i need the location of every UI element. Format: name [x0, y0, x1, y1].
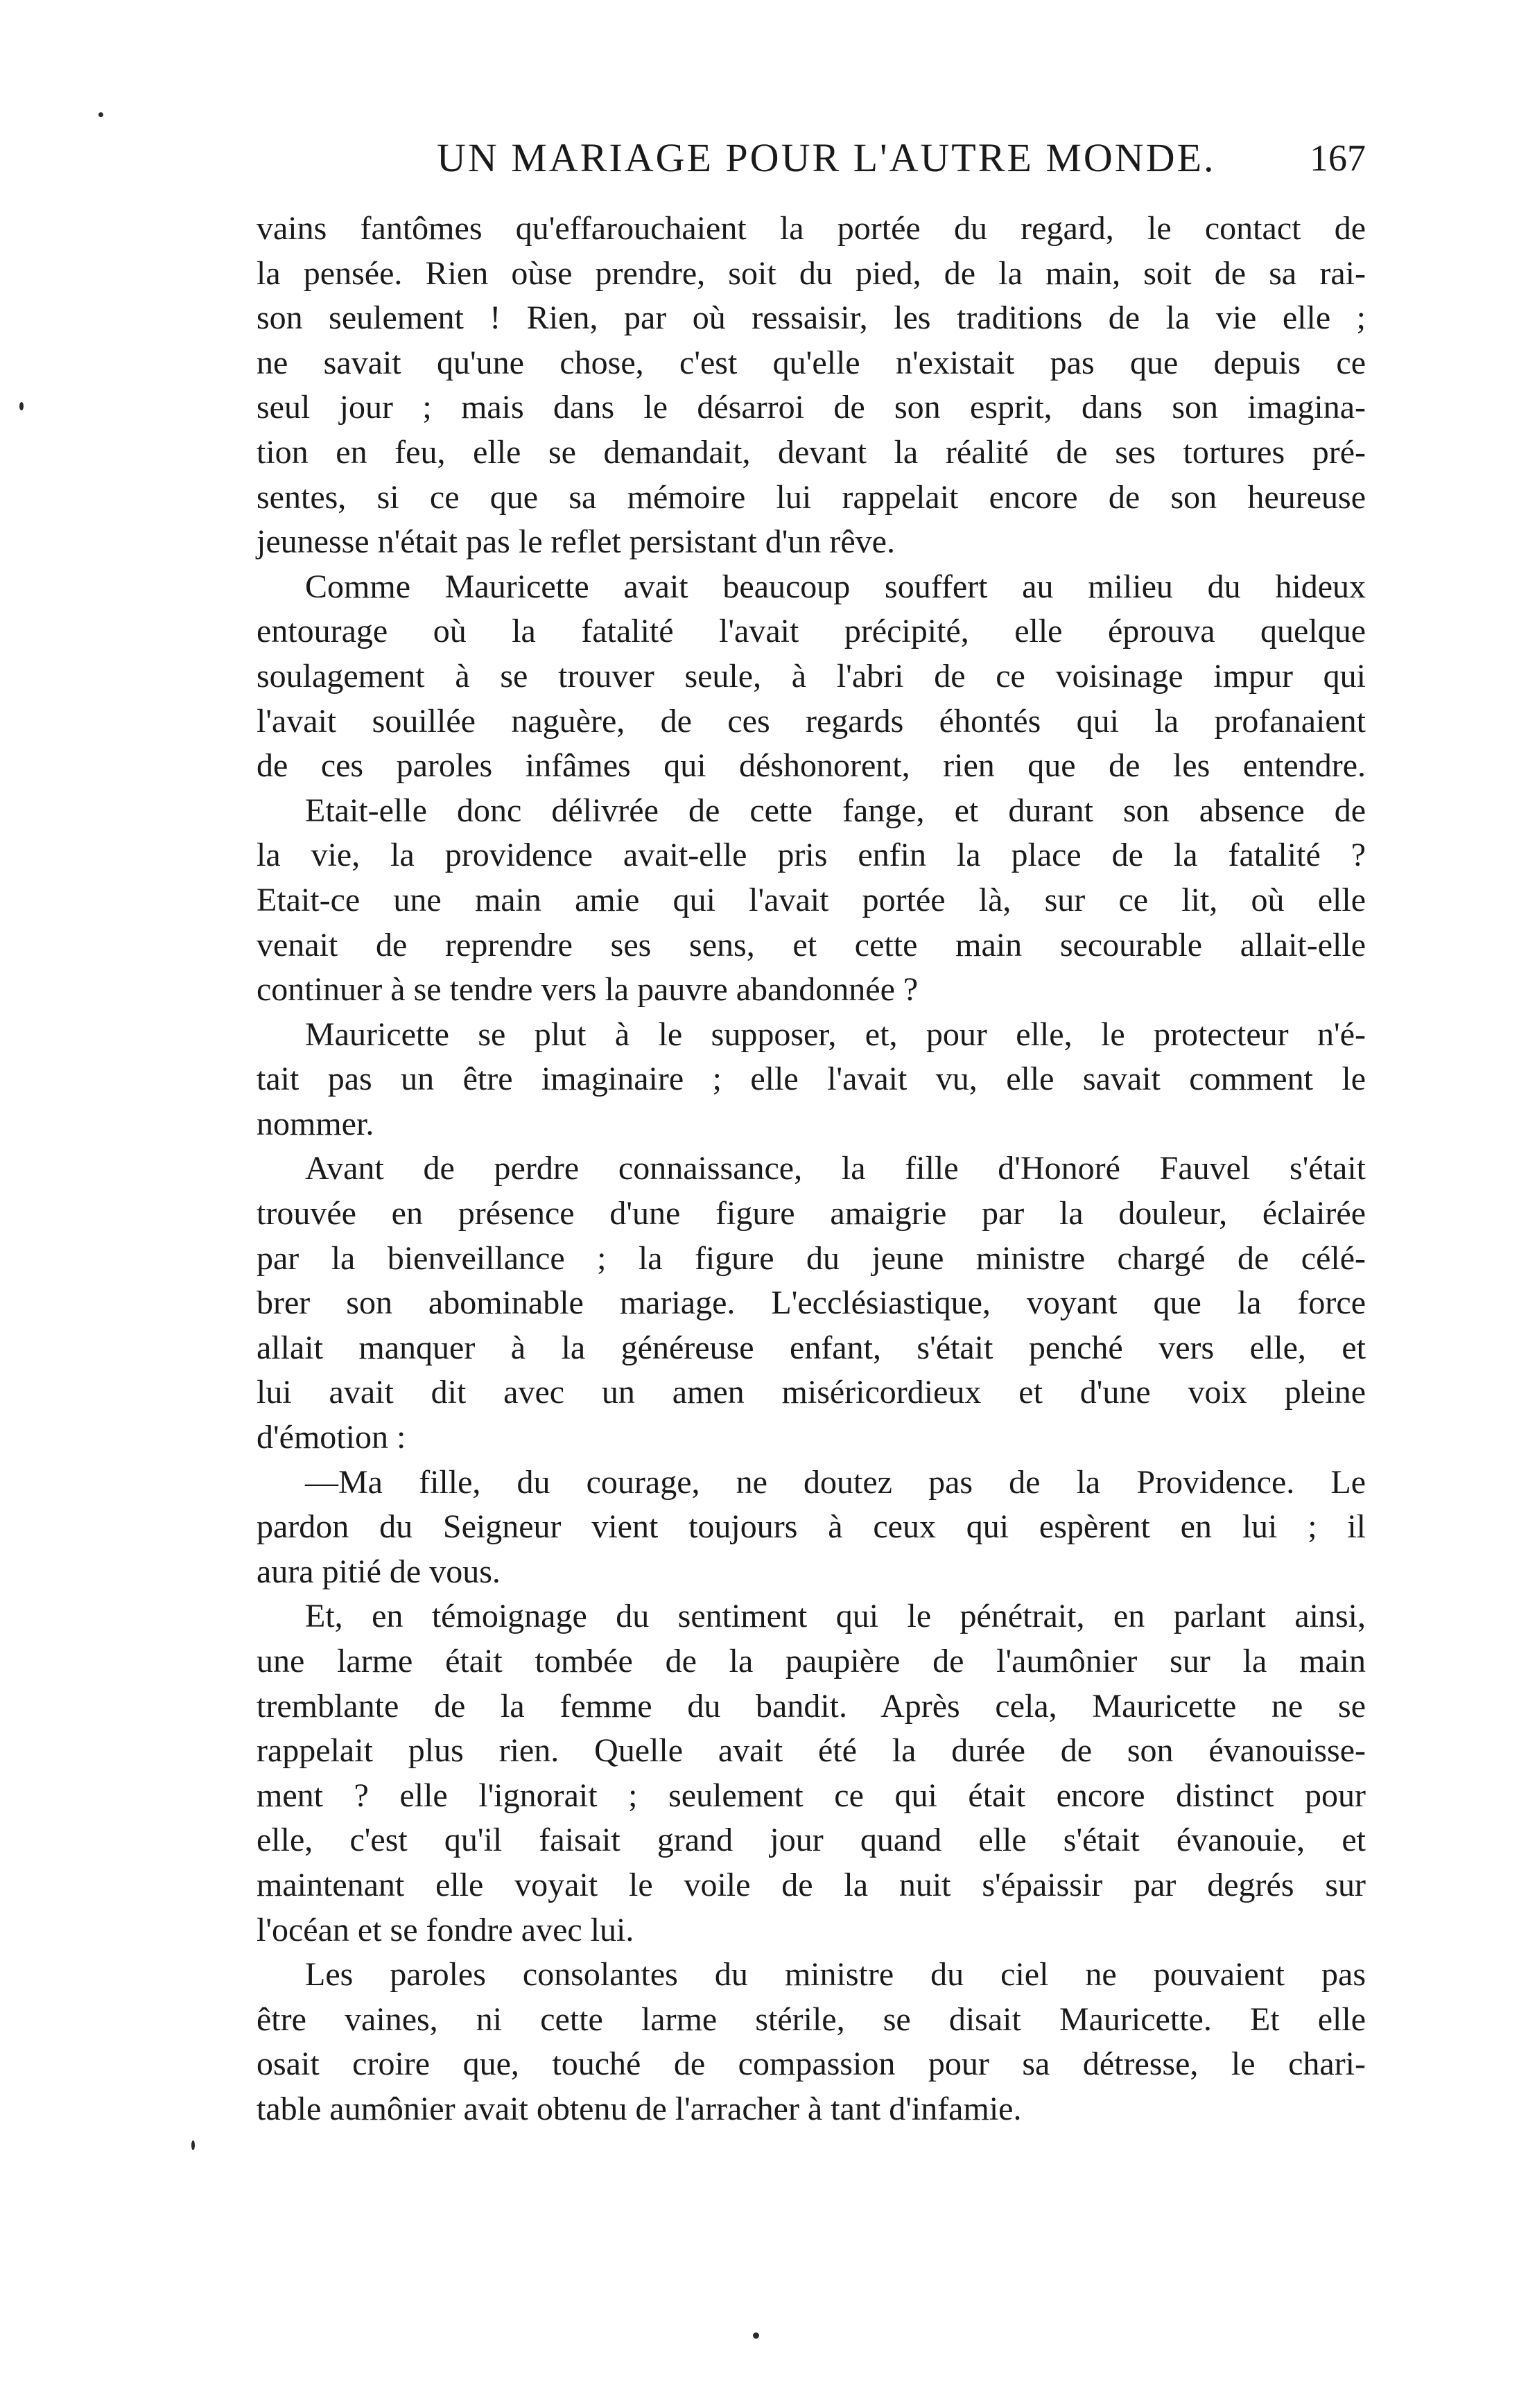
text-line: par la bienveillance ; la figure du jeune ministre chargé de célé-: [257, 1239, 1366, 1277]
text-line: son seulement ! Rien, par où ressaisir, les traditions de la vie elle ;: [257, 299, 1366, 337]
text-line: aura pitié de vous.: [257, 1553, 501, 1590]
text-line: seul jour ; mais dans le désarroi de son esprit, dans son imagina-: [257, 389, 1366, 426]
text-line: nommer.: [257, 1105, 374, 1142]
text-line: table aumônier avait obtenu de l'arracher à tant d'infamie.: [257, 2090, 1022, 2127]
text-line: Et, en témoignage du sentiment qui le pénétrait, en parlant ainsi,: [305, 1598, 1366, 1635]
running-title: UN MARIAGE POUR L'AUTRE MONDE.: [437, 135, 1216, 180]
text-line: Etait-ce une main amie qui l'avait portée là, sur ce lit, où elle: [257, 881, 1366, 918]
text-line: Mauricette se plut à le supposer, et, pour elle, le protecteur n'é-: [305, 1015, 1366, 1053]
text-line: Avant de perdre connaissance, la fille d'Honoré Fauvel s'était: [305, 1150, 1366, 1187]
text-line: l'océan et se fondre avec lui.: [257, 1911, 634, 1948]
text-line: venait de reprendre ses sens, et cette main secourable allait-elle: [257, 926, 1366, 963]
print-speck: [98, 112, 103, 117]
text-line: jeunesse n'était pas le reflet persistant d'un rêve.: [257, 523, 895, 561]
text-line: la vie, la providence avait-elle pris enfin la place de la fatalité ?: [257, 837, 1366, 874]
text-line: sentes, si ce que sa mémoire lui rappelait encore de son heureuse: [257, 478, 1366, 516]
text-line: d'émotion :: [257, 1419, 406, 1456]
text-line: ment ? elle l'ignorait ; seulement ce qui était encore distinct pour: [257, 1777, 1366, 1814]
text-line: être vaines, ni cette larme stérile, se disait Mauricette. Et elle: [257, 2000, 1366, 2038]
text-line: allait manquer à la généreuse enfant, s'était penché vers elle, et: [257, 1329, 1366, 1366]
text-line: Etait-elle donc délivrée de cette fange, et durant son absence de: [305, 792, 1366, 829]
page-number: 167: [1310, 137, 1366, 179]
print-speck: [19, 402, 24, 410]
text-line: Comme Mauricette avait beaucoup souffert au milieu du hideux: [305, 568, 1366, 605]
text-line: entourage où la fatalité l'avait précipité, elle éprouva quelque: [257, 613, 1366, 650]
text-line: tremblante de la femme du bandit. Après cela, Mauricette ne se: [257, 1687, 1366, 1725]
text-line: ne savait qu'une chose, c'est qu'elle n'existait pas que depuis ce: [257, 344, 1366, 381]
text-line: tion en feu, elle se demandait, devant la réalité de ses tortures pré-: [257, 433, 1366, 471]
text-line: de ces paroles infâmes qui déshonorent, rien que de les entendre.: [257, 747, 1366, 785]
text-line: trouvée en présence d'une figure amaigrie par la douleur, éclairée: [257, 1195, 1366, 1232]
text-line: brer son abominable mariage. L'ecclésiastique, voyant que la force: [257, 1284, 1366, 1322]
text-line: pardon du Seigneur vient toujours à ceux qui espèrent en lui ; il: [257, 1508, 1366, 1546]
text-line: lui avait dit avec un amen miséricordieux et d'une voix pleine: [257, 1374, 1366, 1411]
text-line: continuer à se tendre vers la pauvre abandonnée ?: [257, 971, 919, 1009]
text-line: elle, c'est qu'il faisait grand jour quand elle s'était évanouie, et: [257, 1822, 1366, 1859]
text-line: la pensée. Rien oùse prendre, soit du pied, de la main, soit de sa rai-: [257, 254, 1366, 292]
text-line: osait croire que, touché de compassion pour sa détresse, le chari-: [257, 2045, 1366, 2083]
print-speck: [191, 2140, 195, 2150]
text-line: rappelait plus rien. Quelle avait été la durée de son évanouisse-: [257, 1732, 1366, 1770]
body-text: [257, 207, 1366, 2132]
text-line: vains fantômes qu'effarouchaient la portée du regard, le contact de: [257, 210, 1366, 247]
print-speck: [753, 2332, 759, 2339]
running-head: [250, 130, 1366, 193]
text-line: maintenant elle voyait le voile de la nuit s'épaissir par degrés sur: [257, 1866, 1366, 1903]
text-line: —Ma fille, du courage, ne doutez pas de la Providence. Le: [305, 1463, 1366, 1501]
text-line: l'avait souillée naguère, de ces regards éhontés qui la profanaient: [257, 702, 1366, 740]
text-line: une larme était tombée de la paupière de l'aumônier sur la main: [257, 1643, 1366, 1680]
text-line: Les paroles consolantes du ministre du ciel ne pouvaient pas: [305, 1956, 1366, 1993]
text-line: tait pas un être imaginaire ; elle l'avait vu, elle savait comment le: [257, 1061, 1366, 1098]
text-line: soulagement à se trouver seule, à l'abri de ce voisinage impur qui: [257, 657, 1366, 695]
